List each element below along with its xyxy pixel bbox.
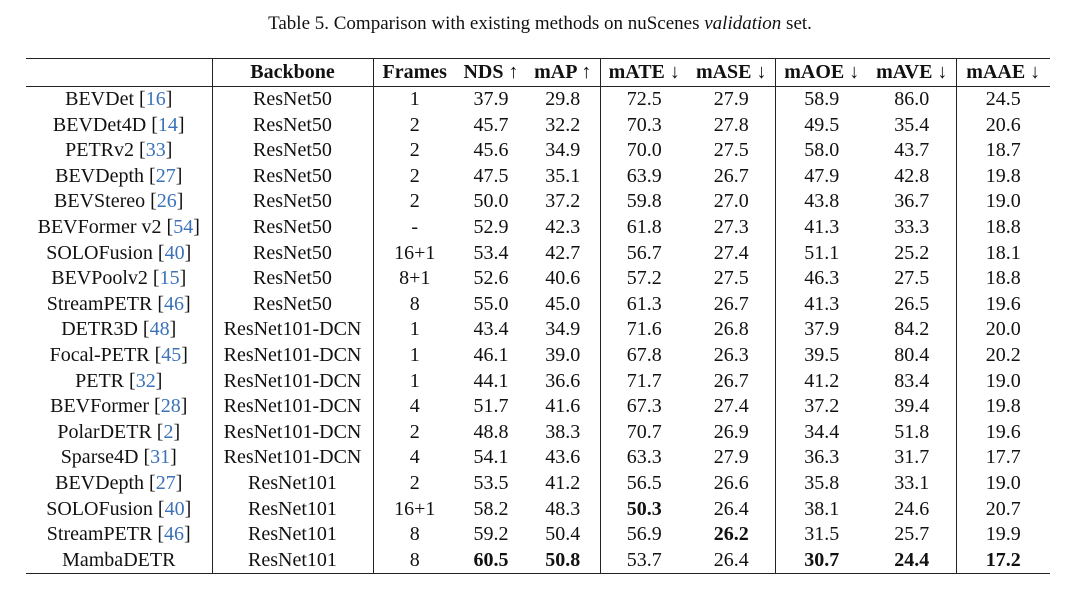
citation-link[interactable]: 46 bbox=[164, 523, 185, 546]
method-name: BEVDepth bbox=[55, 471, 145, 494]
maae-cell: 19.0 bbox=[956, 189, 1050, 215]
maoe-cell: 43.8 bbox=[775, 189, 868, 215]
frames-cell: 8 bbox=[373, 522, 456, 548]
method-name: StreamPETR bbox=[46, 523, 153, 546]
nds-cell: 44.1 bbox=[473, 369, 509, 392]
nds-cell: 47.5 bbox=[473, 164, 509, 187]
maoe-cell: 37.9 bbox=[775, 317, 868, 343]
maae-cell: 20.6 bbox=[956, 113, 1050, 139]
method-name: PolarDETR bbox=[57, 420, 152, 443]
map-cell: 50.8 bbox=[545, 548, 581, 571]
mate-cell: 70.0 bbox=[600, 138, 688, 164]
mase-cell: 26.6 bbox=[713, 471, 749, 494]
caption-emphasis: validation bbox=[704, 13, 782, 34]
frames-cell: 2 bbox=[373, 138, 456, 164]
map-cell: 41.2 bbox=[545, 471, 581, 494]
mave-cell: 24.4 bbox=[894, 548, 930, 571]
method-cell: SOLOFusion [40] bbox=[46, 497, 192, 520]
maoe-cell: 36.3 bbox=[775, 445, 868, 471]
map-cell: 39.0 bbox=[545, 343, 581, 366]
method-cell: BEVDet [16] bbox=[65, 88, 173, 110]
citation-link[interactable]: 32 bbox=[135, 369, 156, 392]
column-header-mate: mATE ↓ bbox=[600, 59, 688, 87]
maoe-cell: 58.0 bbox=[775, 138, 868, 164]
mate-cell: 63.9 bbox=[600, 164, 688, 190]
mate-cell: 56.9 bbox=[600, 522, 688, 548]
mate-cell: 59.8 bbox=[600, 189, 688, 215]
citation-link[interactable]: 26 bbox=[156, 190, 177, 213]
method-name: BEVPoolv2 bbox=[51, 267, 148, 290]
method-cell: PETR [32] bbox=[75, 369, 163, 392]
results-table bbox=[26, 58, 1050, 574]
mate-cell: 53.7 bbox=[600, 548, 688, 574]
backbone-cell: ResNet50 bbox=[212, 189, 373, 215]
frames-cell: 16+1 bbox=[373, 497, 456, 523]
maae-cell: 24.5 bbox=[956, 87, 1050, 113]
maoe-cell: 38.1 bbox=[775, 497, 868, 523]
mase-cell: 27.9 bbox=[713, 446, 749, 469]
mave-cell: 80.4 bbox=[894, 343, 930, 366]
mate-cell: 57.2 bbox=[600, 266, 688, 292]
mave-cell: 24.6 bbox=[894, 497, 930, 520]
column-header-mave: mAVE ↓ bbox=[876, 61, 948, 83]
maoe-cell: 51.1 bbox=[775, 241, 868, 267]
citation-link[interactable]: 40 bbox=[164, 241, 185, 264]
nds-cell: 48.8 bbox=[473, 420, 509, 443]
map-cell: 32.2 bbox=[545, 113, 581, 136]
maoe-cell: 41.3 bbox=[775, 215, 868, 241]
mase-cell: 27.9 bbox=[713, 88, 749, 110]
nds-cell: 45.7 bbox=[473, 113, 509, 136]
method-cell: BEVDepth [27] bbox=[55, 164, 183, 187]
nds-cell: 46.1 bbox=[473, 343, 509, 366]
method-cell: BEVFormer v2 [54] bbox=[37, 215, 200, 238]
mate-cell: 63.3 bbox=[600, 445, 688, 471]
backbone-cell: ResNet50 bbox=[212, 215, 373, 241]
mate-cell: 56.5 bbox=[600, 471, 688, 497]
method-cell: DETR3D [48] bbox=[61, 318, 177, 341]
citation-link[interactable]: 27 bbox=[155, 471, 176, 494]
backbone-cell: ResNet50 bbox=[212, 241, 373, 267]
citation-link[interactable]: 45 bbox=[161, 343, 182, 366]
mase-cell: 27.5 bbox=[713, 267, 749, 290]
frames-cell: 4 bbox=[373, 394, 456, 420]
nds-cell: 45.6 bbox=[473, 139, 509, 162]
backbone-cell: ResNet50 bbox=[212, 164, 373, 190]
method-name: PETRv2 bbox=[65, 139, 135, 162]
maae-cell: 19.6 bbox=[956, 292, 1050, 318]
citation-link[interactable]: 54 bbox=[173, 215, 194, 238]
mate-cell: 67.3 bbox=[600, 394, 688, 420]
method-cell: BEVFormer [28] bbox=[50, 395, 188, 418]
map-cell: 36.6 bbox=[545, 369, 581, 392]
maoe-cell: 41.2 bbox=[775, 369, 868, 395]
table-row bbox=[26, 138, 1050, 164]
maae-cell: 18.1 bbox=[956, 241, 1050, 267]
map-cell: 34.9 bbox=[545, 139, 581, 162]
mase-cell: 27.8 bbox=[713, 113, 749, 136]
frames-cell: 4 bbox=[373, 445, 456, 471]
header-row bbox=[26, 59, 1050, 87]
backbone-cell: ResNet50 bbox=[212, 87, 373, 113]
mave-cell: 27.5 bbox=[894, 267, 930, 290]
mase-cell: 26.8 bbox=[713, 318, 749, 341]
maoe-cell: 37.2 bbox=[775, 394, 868, 420]
nds-cell: 59.2 bbox=[473, 523, 509, 546]
table-row bbox=[26, 548, 1050, 574]
map-cell: 29.8 bbox=[545, 88, 581, 110]
mate-cell: 67.8 bbox=[600, 343, 688, 369]
method-cell: SOLOFusion [40] bbox=[46, 241, 192, 264]
nds-cell: 52.9 bbox=[473, 215, 509, 238]
maae-cell: 20.2 bbox=[956, 343, 1050, 369]
nds-cell: 37.9 bbox=[473, 88, 509, 110]
citation-link[interactable]: 31 bbox=[150, 446, 171, 469]
method-name: BEVFormer v2 bbox=[37, 215, 162, 238]
citation-link[interactable]: 28 bbox=[160, 395, 181, 418]
frames-cell: - bbox=[373, 215, 456, 241]
maae-cell: 20.0 bbox=[956, 317, 1050, 343]
mase-cell: 26.3 bbox=[713, 343, 749, 366]
table-row bbox=[26, 522, 1050, 548]
method-name: SOLOFusion bbox=[46, 497, 153, 520]
table-row bbox=[26, 241, 1050, 267]
map-cell: 48.3 bbox=[545, 497, 581, 520]
mate-cell: 71.6 bbox=[600, 317, 688, 343]
maae-cell: 17.2 bbox=[956, 548, 1050, 574]
table-row bbox=[26, 497, 1050, 523]
map-cell: 38.3 bbox=[545, 420, 581, 443]
map-cell: 34.9 bbox=[545, 318, 581, 341]
maoe-cell: 46.3 bbox=[775, 266, 868, 292]
table-row bbox=[26, 215, 1050, 241]
column-header-frames: Frames bbox=[373, 59, 456, 87]
table-row bbox=[26, 394, 1050, 420]
maae-cell: 19.8 bbox=[956, 164, 1050, 190]
mase-cell: 26.4 bbox=[713, 548, 749, 571]
citation-link[interactable]: 16 bbox=[145, 88, 166, 110]
mase-cell: 27.3 bbox=[713, 215, 749, 238]
backbone-cell: ResNet101-DCN bbox=[212, 369, 373, 395]
citation-link[interactable]: 48 bbox=[149, 318, 170, 341]
map-cell: 43.6 bbox=[545, 446, 581, 469]
caption-prefix: Table 5. Comparison with existing methods on nuScenes bbox=[268, 13, 705, 34]
map-cell: 41.6 bbox=[545, 395, 581, 418]
method-name: PETR bbox=[75, 369, 125, 392]
frames-cell: 1 bbox=[373, 369, 456, 395]
map-cell: 50.4 bbox=[545, 523, 581, 546]
nds-cell: 60.5 bbox=[473, 548, 509, 571]
mave-cell: 35.4 bbox=[894, 113, 930, 136]
nds-cell: 54.1 bbox=[473, 446, 509, 469]
backbone-cell: ResNet101-DCN bbox=[212, 317, 373, 343]
mase-cell: 27.5 bbox=[713, 139, 749, 162]
backbone-cell: ResNet101-DCN bbox=[212, 445, 373, 471]
maae-cell: 19.9 bbox=[956, 522, 1050, 548]
table-row bbox=[26, 317, 1050, 343]
table-row bbox=[26, 420, 1050, 446]
column-header-maae: mAAE ↓ bbox=[956, 59, 1050, 87]
mate-cell: 56.7 bbox=[600, 241, 688, 267]
maoe-cell: 35.8 bbox=[775, 471, 868, 497]
method-cell: Sparse4D [31] bbox=[60, 446, 177, 469]
method-cell: StreamPETR [46] bbox=[46, 523, 191, 546]
table-row bbox=[26, 266, 1050, 292]
table-row bbox=[26, 292, 1050, 318]
method-cell: BEVStereo [26] bbox=[54, 190, 184, 213]
mave-cell: 25.7 bbox=[894, 523, 930, 546]
frames-cell: 8+1 bbox=[373, 266, 456, 292]
maoe-cell: 39.5 bbox=[775, 343, 868, 369]
mave-cell: 33.1 bbox=[894, 471, 930, 494]
method-cell: StreamPETR [46] bbox=[46, 292, 191, 315]
map-cell: 42.3 bbox=[545, 215, 581, 238]
map-cell: 35.1 bbox=[545, 164, 581, 187]
nds-cell: 53.5 bbox=[473, 471, 509, 494]
mave-cell: 25.2 bbox=[894, 241, 930, 264]
mave-cell: 43.7 bbox=[894, 139, 930, 162]
mase-cell: 26.9 bbox=[713, 420, 749, 443]
maoe-cell: 31.5 bbox=[775, 522, 868, 548]
mate-cell: 70.7 bbox=[600, 420, 688, 446]
maae-cell: 19.0 bbox=[956, 471, 1050, 497]
mate-cell: 61.3 bbox=[600, 292, 688, 318]
column-header-mase: mASE ↓ bbox=[695, 61, 767, 83]
method-name: BEVDet bbox=[65, 88, 135, 110]
frames-cell: 16+1 bbox=[373, 241, 456, 267]
nds-cell: 43.4 bbox=[473, 318, 509, 341]
method-name: BEVFormer bbox=[50, 395, 150, 418]
frames-cell: 8 bbox=[373, 548, 456, 574]
citation-link[interactable]: 2 bbox=[163, 420, 174, 443]
nds-cell: 50.0 bbox=[473, 190, 509, 213]
mase-cell: 26.7 bbox=[713, 292, 749, 315]
backbone-cell: ResNet101 bbox=[212, 548, 373, 574]
map-cell: 45.0 bbox=[545, 292, 581, 315]
mase-cell: 27.4 bbox=[713, 395, 749, 418]
column-header-method bbox=[26, 59, 212, 87]
mave-cell: 33.3 bbox=[894, 215, 930, 238]
table-row bbox=[26, 164, 1050, 190]
method-name: BEVStereo bbox=[54, 190, 146, 213]
method-cell: Focal-PETR [45] bbox=[49, 343, 188, 366]
method-name: MambaDETR bbox=[62, 548, 176, 571]
mate-cell: 71.7 bbox=[600, 369, 688, 395]
method-name: Focal-PETR bbox=[49, 343, 150, 366]
maae-cell: 19.0 bbox=[956, 369, 1050, 395]
backbone-cell: ResNet101-DCN bbox=[212, 420, 373, 446]
method-cell: BEVPoolv2 [15] bbox=[51, 267, 187, 290]
mave-cell: 51.8 bbox=[894, 420, 930, 443]
nds-cell: 51.7 bbox=[473, 395, 509, 418]
table-row bbox=[26, 87, 1050, 113]
frames-cell: 2 bbox=[373, 471, 456, 497]
backbone-cell: ResNet101 bbox=[212, 522, 373, 548]
column-header-nds: NDS ↑ bbox=[463, 61, 519, 83]
citation-link[interactable]: 27 bbox=[155, 164, 176, 187]
table-row bbox=[26, 343, 1050, 369]
method-name: DETR3D bbox=[61, 318, 138, 341]
mase-cell: 26.7 bbox=[713, 164, 749, 187]
frames-cell: 1 bbox=[373, 343, 456, 369]
citation-link[interactable]: 15 bbox=[159, 267, 180, 290]
maae-cell: 19.6 bbox=[956, 420, 1050, 446]
nds-cell: 55.0 bbox=[473, 292, 509, 315]
citation-link[interactable]: 14 bbox=[157, 113, 178, 136]
frames-cell: 2 bbox=[373, 164, 456, 190]
table-row bbox=[26, 113, 1050, 139]
citation-link[interactable]: 46 bbox=[164, 292, 185, 315]
backbone-cell: ResNet50 bbox=[212, 292, 373, 318]
maoe-cell: 30.7 bbox=[775, 548, 868, 574]
mave-cell: 36.7 bbox=[894, 190, 930, 213]
mase-cell: 27.4 bbox=[713, 241, 749, 264]
mate-cell: 50.3 bbox=[600, 497, 688, 523]
maae-cell: 20.7 bbox=[956, 497, 1050, 523]
citation-link[interactable]: 33 bbox=[145, 139, 166, 162]
method-cell: BEVDet4D [14] bbox=[52, 113, 185, 136]
backbone-cell: ResNet101-DCN bbox=[212, 343, 373, 369]
method-name: BEVDet4D bbox=[52, 113, 147, 136]
mate-cell: 70.3 bbox=[600, 113, 688, 139]
mave-cell: 26.5 bbox=[894, 292, 930, 315]
backbone-cell: ResNet101-DCN bbox=[212, 394, 373, 420]
mave-cell: 39.4 bbox=[894, 395, 930, 418]
citation-link[interactable]: 40 bbox=[164, 497, 185, 520]
column-header-backbone: Backbone bbox=[212, 59, 373, 87]
frames-cell: 8 bbox=[373, 292, 456, 318]
map-cell: 40.6 bbox=[545, 267, 581, 290]
method-name: StreamPETR bbox=[46, 292, 153, 315]
method-cell: PETRv2 [33] bbox=[65, 139, 173, 162]
method-cell: PolarDETR [2] bbox=[57, 420, 181, 443]
table-row bbox=[26, 445, 1050, 471]
frames-cell: 1 bbox=[373, 87, 456, 113]
table-caption bbox=[0, 12, 1080, 36]
backbone-cell: ResNet50 bbox=[212, 266, 373, 292]
mate-cell: 61.8 bbox=[600, 215, 688, 241]
caption-suffix: set. bbox=[781, 13, 812, 34]
mase-cell: 26.7 bbox=[713, 369, 749, 392]
nds-cell: 53.4 bbox=[473, 241, 509, 264]
nds-cell: 58.2 bbox=[473, 497, 509, 520]
frames-cell: 2 bbox=[373, 420, 456, 446]
method-name: SOLOFusion bbox=[46, 241, 153, 264]
frames-cell: 2 bbox=[373, 113, 456, 139]
backbone-cell: ResNet50 bbox=[212, 138, 373, 164]
maae-cell: 19.8 bbox=[956, 394, 1050, 420]
maoe-cell: 34.4 bbox=[775, 420, 868, 446]
map-cell: 37.2 bbox=[545, 190, 581, 213]
mave-cell: 84.2 bbox=[894, 318, 930, 341]
maae-cell: 18.8 bbox=[956, 266, 1050, 292]
method-cell: BEVDepth [27] bbox=[55, 471, 183, 494]
mave-cell: 42.8 bbox=[894, 164, 930, 187]
backbone-cell: ResNet50 bbox=[212, 113, 373, 139]
table-body bbox=[26, 87, 1050, 574]
frames-cell: 1 bbox=[373, 317, 456, 343]
backbone-cell: ResNet101 bbox=[212, 497, 373, 523]
maoe-cell: 58.9 bbox=[775, 87, 868, 113]
column-header-map: mAP ↑ bbox=[534, 61, 592, 83]
nds-cell: 52.6 bbox=[473, 267, 509, 290]
table-row bbox=[26, 369, 1050, 395]
mase-cell: 26.4 bbox=[713, 497, 749, 520]
maae-cell: 17.7 bbox=[956, 445, 1050, 471]
method-name: BEVDepth bbox=[55, 164, 145, 187]
map-cell: 42.7 bbox=[545, 241, 581, 264]
mase-cell: 27.0 bbox=[713, 190, 749, 213]
maoe-cell: 47.9 bbox=[775, 164, 868, 190]
mave-cell: 31.7 bbox=[894, 446, 930, 469]
maae-cell: 18.8 bbox=[956, 215, 1050, 241]
mate-cell: 72.5 bbox=[600, 87, 688, 113]
mase-cell: 26.2 bbox=[713, 523, 749, 546]
table-row bbox=[26, 189, 1050, 215]
frames-cell: 2 bbox=[373, 189, 456, 215]
method-name: Sparse4D bbox=[60, 446, 139, 469]
mave-cell: 83.4 bbox=[894, 369, 930, 392]
method-cell bbox=[26, 548, 212, 574]
maoe-cell: 49.5 bbox=[775, 113, 868, 139]
maae-cell: 18.7 bbox=[956, 138, 1050, 164]
table-row bbox=[26, 471, 1050, 497]
mave-cell: 86.0 bbox=[894, 88, 930, 110]
backbone-cell: ResNet101 bbox=[212, 471, 373, 497]
column-header-maoe: mAOE ↓ bbox=[775, 59, 868, 87]
maoe-cell: 41.3 bbox=[775, 292, 868, 318]
